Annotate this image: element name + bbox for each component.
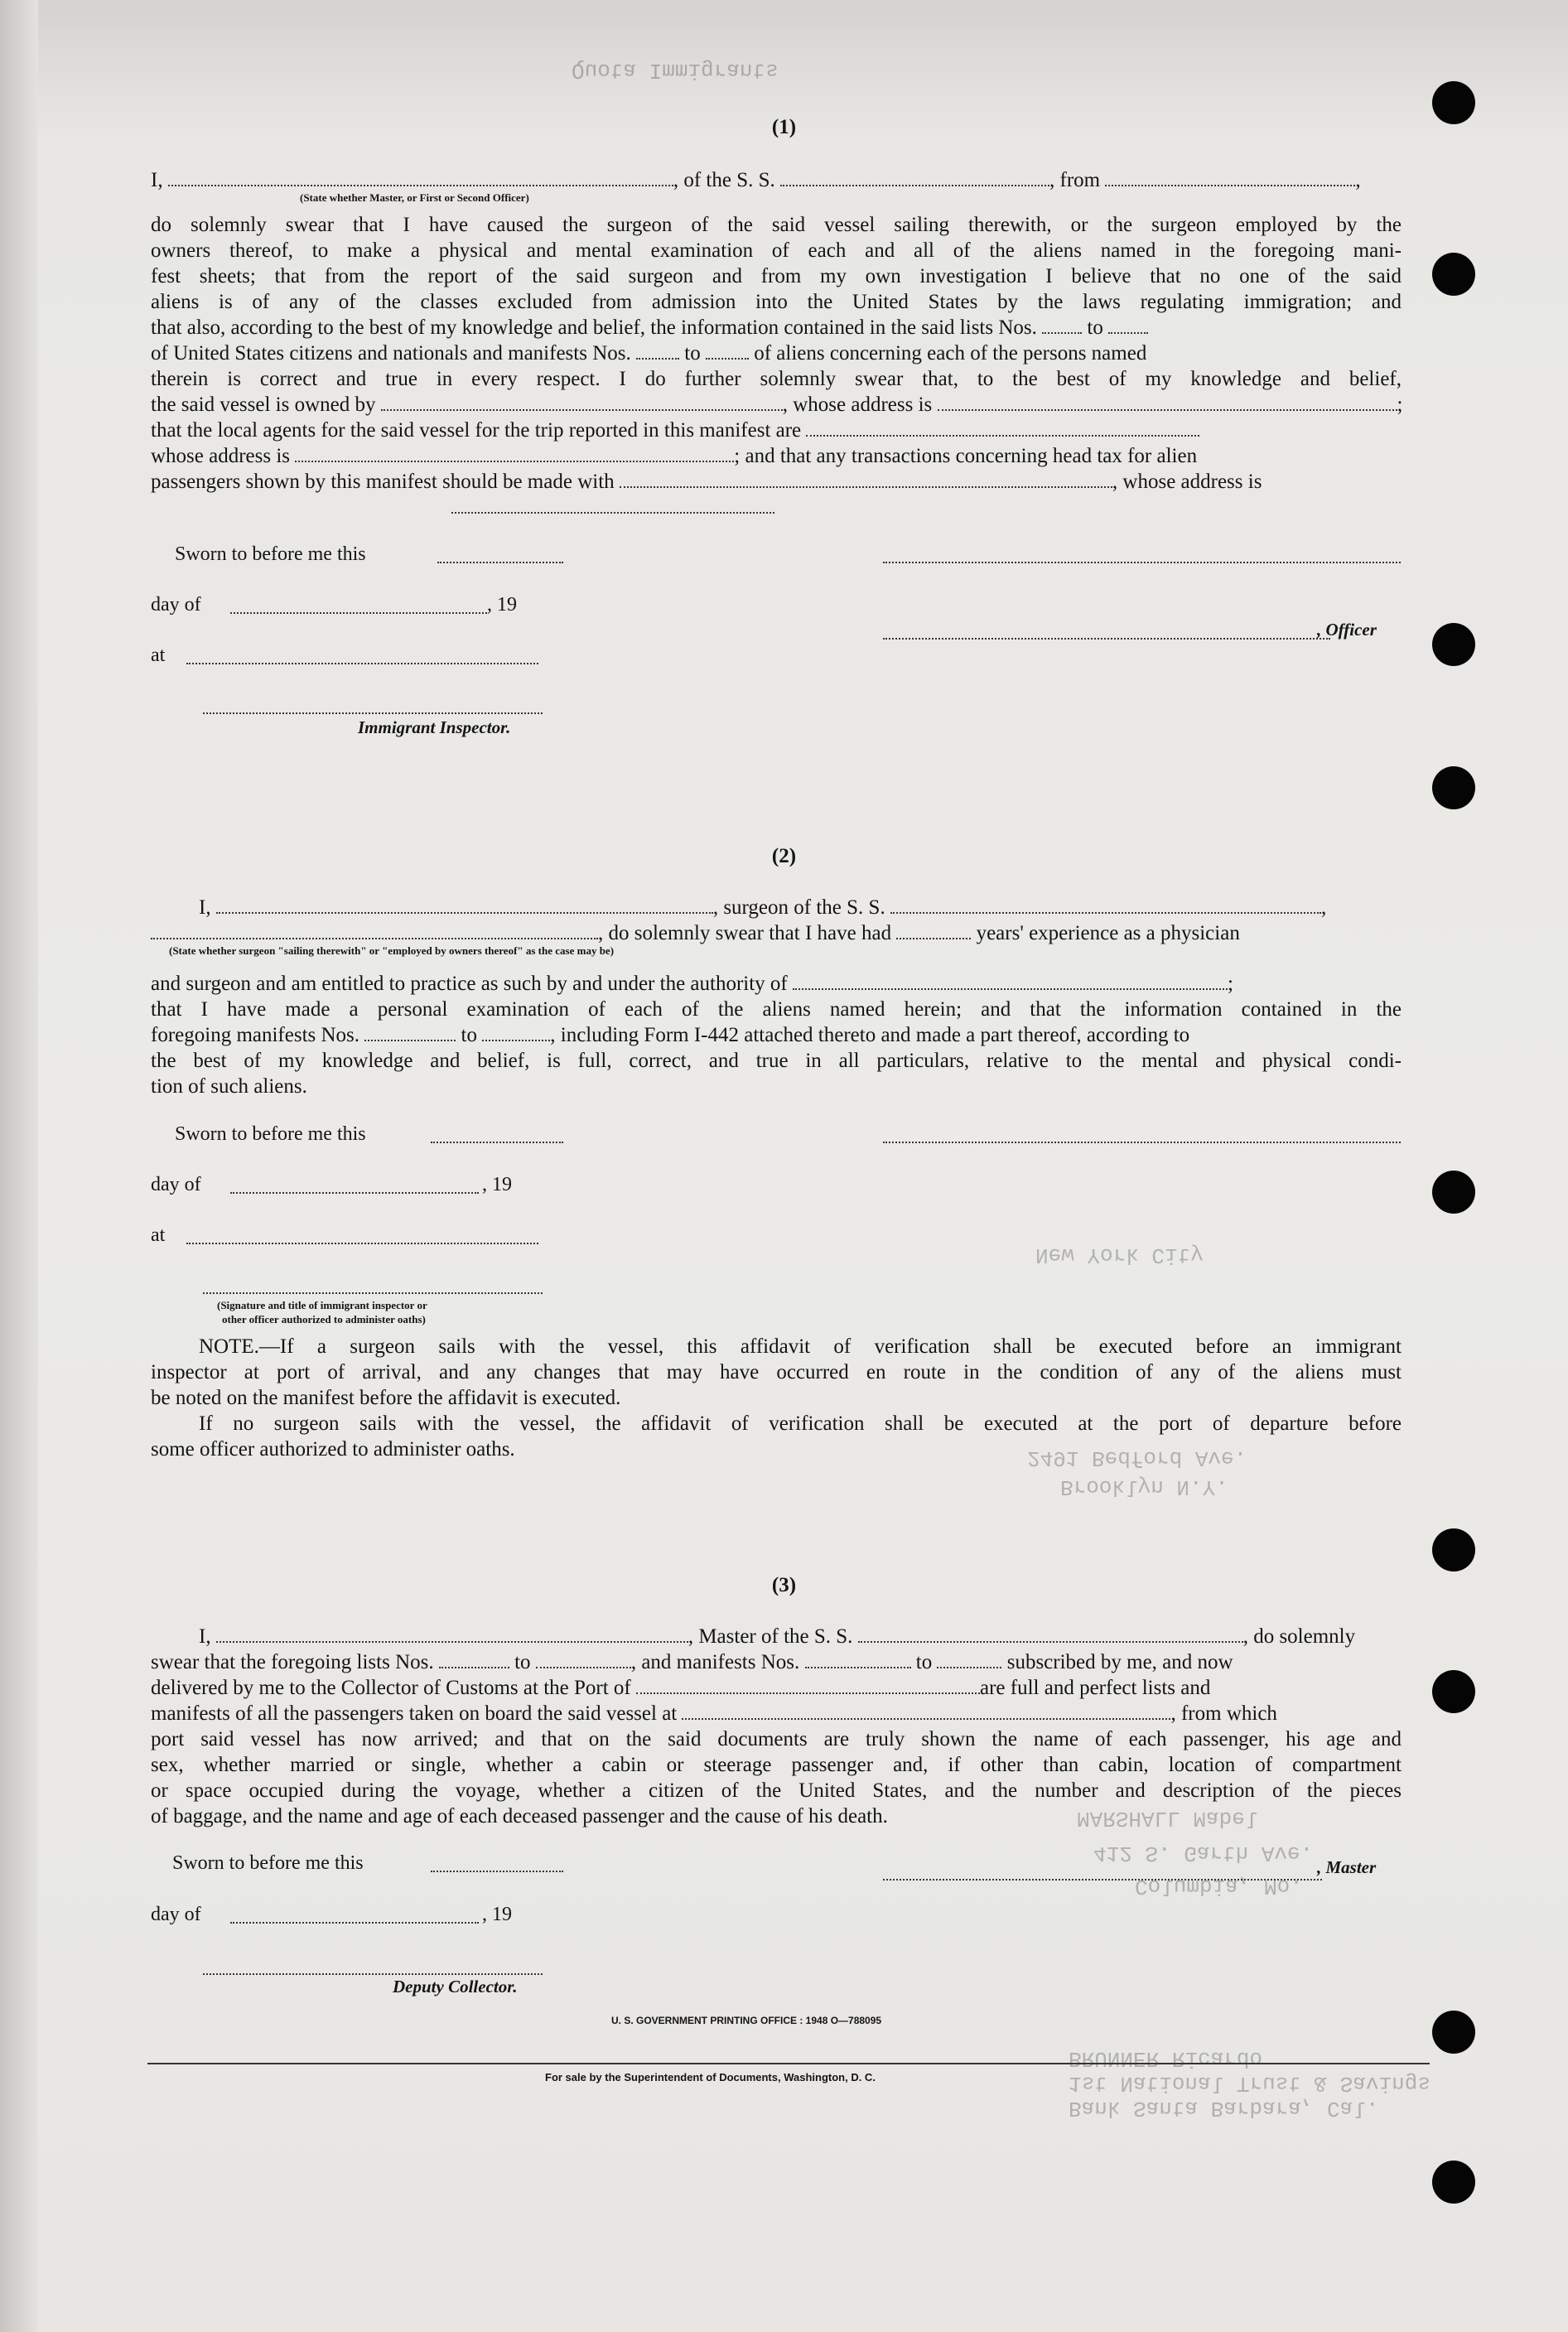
paragraph-line: that the local agents for the said vessel for the trip reported in this manifest are — [151, 418, 1402, 443]
punch-hole — [1432, 1670, 1475, 1713]
paragraph-line: the best of my knowledge and belief, is full, correct, and true in all particulars, relative to the mental and physical condi- — [151, 1050, 1402, 1072]
punch-hole — [1432, 1171, 1475, 1214]
place-field[interactable] — [186, 1243, 538, 1244]
bleed-through-text: 412 S. Garth Ave. — [1093, 1841, 1314, 1866]
surgeon-oath-line: I, , surgeon of the S. S. , — [199, 896, 1327, 919]
bleed-through-text: Bank Santa Barbara, Cal. — [1069, 2096, 1379, 2121]
officer-label: , Officer — [1317, 620, 1377, 640]
sworn-label: Sworn to before me this — [172, 1852, 364, 1874]
month-field[interactable] — [230, 1192, 479, 1194]
paragraph-line: of baggage, and the name and age of each deceased passenger and the cause of his death. — [151, 1805, 888, 1827]
punch-hole — [1432, 2011, 1475, 2054]
printing-office-line: U. S. GOVERNMENT PRINTING OFFICE : 1948 O—788095 — [611, 2015, 882, 2026]
bleed-through-text: 1st National Trust & Savings — [1069, 2071, 1430, 2096]
owner-field[interactable] — [381, 394, 783, 411]
year-label: , 19 — [482, 1904, 512, 1925]
officer-title-line[interactable] — [883, 638, 1330, 640]
master-name-field[interactable] — [216, 1626, 688, 1643]
punch-hole — [1432, 1528, 1475, 1572]
paragraph-line: the said vessel is owned by , whose address is ; — [151, 393, 1403, 416]
manifests-to-field[interactable] — [937, 1652, 1001, 1668]
punch-hole — [1432, 253, 1475, 296]
note-line: inspector at port of arrival, and any changes that may have occurred en route in the condition of any of the aliens must — [151, 1361, 1402, 1383]
sworn-date-field[interactable] — [431, 1871, 563, 1872]
master-signature-line[interactable] — [883, 1879, 1322, 1881]
officer-signature-line[interactable] — [883, 562, 1401, 563]
section-number: (2) — [771, 845, 797, 867]
master-oath-line: I, , Master of the S. S. , do solemnly — [199, 1625, 1356, 1648]
note-line: If no surgeon sails with the vessel, the affidavit of verification shall be executed at the port of departure before — [199, 1412, 1402, 1435]
manifest-no-from-field[interactable] — [636, 343, 679, 360]
punch-hole — [1432, 2161, 1475, 2204]
paragraph-line: therein is correct and true in every respect. I do further solemnly swear that, to the best of my knowledge and belief, — [151, 368, 1402, 390]
official-signature-line[interactable] — [203, 1292, 543, 1294]
note-line: be noted on the manifest before the affidavit is executed. — [151, 1387, 621, 1409]
inspector-signature-line[interactable] — [203, 712, 543, 714]
master-label: , Master — [1317, 1857, 1377, 1877]
punch-hole — [1432, 623, 1475, 666]
punch-hole — [1432, 766, 1475, 809]
section-number: (1) — [771, 116, 797, 138]
sworn-label: Sworn to before me this — [175, 1123, 366, 1145]
at-label: at — [151, 1224, 166, 1246]
paragraph-line: sex, whether married or single, whether a cabin or steerage passenger and, if other than cabin, location of compartment — [151, 1754, 1402, 1776]
from-port-field[interactable] — [1105, 170, 1355, 186]
master-oath-line: swear that the foregoing lists Nos. to , and manifests Nos. to subscribed by me, and now — [151, 1651, 1233, 1673]
bleed-through-text: BRUNNER Ricardo — [1069, 2046, 1263, 2071]
surgeon-oath-line: , do solemnly swear that I have had years' experience as a physician — [151, 920, 1402, 946]
surgeon-caption: (State whether surgeon "sailing therewith" or "employed by owners thereof" as the case may be) — [169, 944, 615, 957]
surgeon-signature-line[interactable] — [883, 1142, 1401, 1143]
oath-line-officer: I, , of the S. S. , from , — [151, 169, 1361, 191]
port-field[interactable] — [636, 1678, 980, 1694]
note-line: NOTE.—If a surgeon sails with the vessel, this affidavit of verification shall be executed before an immigrant — [199, 1335, 1402, 1358]
bleed-through-text: MARSHALL Mabel — [1077, 1806, 1258, 1831]
bleed-through-text: Columbia, Mo. — [1135, 1874, 1303, 1899]
paragraph-line: whose address is ; and that any transactions concerning head tax for alien — [151, 445, 1198, 467]
manifest-from-field[interactable] — [364, 1025, 456, 1041]
list-no-from-field[interactable] — [1042, 317, 1082, 334]
day-of-label: day of — [151, 1174, 201, 1195]
years-experience-field[interactable] — [896, 923, 971, 939]
month-field[interactable] — [230, 1922, 479, 1924]
surgeon-vessel-field[interactable] — [890, 897, 1321, 914]
sworn-label: Sworn to before me this — [175, 543, 366, 565]
address-continuation-line[interactable] — [451, 512, 774, 514]
sworn-date-field[interactable] — [437, 562, 563, 563]
paragraph-line: passengers shown by this manifest should be made with , whose address is — [151, 471, 1262, 493]
paragraph-line: that I have made a personal examination of each of the aliens named herein; and that the information contained in the — [151, 998, 1402, 1021]
paragraph-line: of United States citizens and nationals and manifests Nos. to of aliens concerning each of the persons named — [151, 342, 1147, 365]
surgeon-status-field[interactable] — [151, 923, 598, 939]
day-of-label: day of — [151, 594, 201, 616]
lists-from-field[interactable] — [439, 1652, 509, 1668]
lists-to-field[interactable] — [536, 1652, 631, 1668]
manifest-no-to-field[interactable] — [706, 343, 749, 360]
inspector-label: Immigrant Inspector. — [358, 717, 511, 737]
master-oath-line: manifests of all the passengers taken on board the said vessel at , from which — [151, 1702, 1277, 1725]
authority-field[interactable] — [793, 973, 1228, 990]
officer-caption: (State whether Master, or First or Second Officer) — [300, 191, 529, 204]
master-oath-line: delivered by me to the Collector of Customs at the Port of are full and perfect lists and — [151, 1677, 1211, 1699]
month-field[interactable] — [230, 612, 487, 614]
bleed-through-text: Brooklyn N.Y. — [1060, 1475, 1228, 1499]
paragraph-line: tion of such aliens. — [151, 1075, 307, 1098]
footer-divider — [147, 2063, 1430, 2064]
year-label: , 19 — [487, 594, 517, 616]
paragraph-line: foregoing manifests Nos. to , including Form I-442 attached thereto and made a part thereof, according to — [151, 1024, 1190, 1046]
paragraph-line: and surgeon and am entitled to practice as such by and under the authority of ; — [151, 973, 1233, 995]
departure-port-field[interactable] — [682, 1703, 1170, 1720]
bleed-through-text: New York City — [1035, 1243, 1204, 1267]
paragraph-line: aliens is of any of the classes excluded from admission into the United States by the laws regulating immigration; and — [151, 291, 1402, 313]
place-field[interactable] — [186, 663, 538, 664]
owner-address-field[interactable] — [938, 394, 1397, 411]
vessel-name-field[interactable] — [780, 170, 1049, 186]
note-line: some officer authorized to administer oaths. — [151, 1438, 515, 1461]
signature-caption: other officer authorized to administer oaths) — [222, 1313, 426, 1325]
agent-address-field[interactable] — [295, 446, 734, 462]
signature-caption: (Signature and title of immigrant inspector or — [217, 1299, 427, 1311]
day-of-label: day of — [151, 1904, 201, 1925]
page-edge-shadow — [0, 0, 38, 2332]
manifest-to-field[interactable] — [482, 1025, 550, 1041]
for-sale-line: For sale by the Superintendent of Documents, Washington, D. C. — [545, 2071, 876, 2083]
year-label: , 19 — [482, 1174, 512, 1195]
bleed-through-text: 2491 Bedford Ave. — [1027, 1446, 1247, 1470]
surgeon-name-field[interactable] — [216, 897, 713, 914]
head-tax-party-field[interactable] — [620, 471, 1112, 488]
local-agents-field[interactable] — [806, 420, 1199, 437]
list-no-to-field[interactable] — [1108, 317, 1148, 334]
paragraph-line: that also, according to the best of my knowledge and belief, the information contained in the said lists Nos. to — [151, 315, 1402, 340]
paragraph-line: fest sheets; that from the report of the said surgeon and from my own investigation I believe that no one of the said — [151, 265, 1402, 287]
paragraph-line: owners thereof, to make a physical and mental examination of each and all of the aliens named in the foregoing mani- — [151, 239, 1402, 262]
master-vessel-field[interactable] — [858, 1626, 1243, 1643]
paragraph-line: port said vessel has now arrived; and that on the said documents are truly shown the name of each passenger, his age and — [151, 1728, 1402, 1750]
bleed-through-text: Quota Immigrants — [572, 58, 779, 83]
paragraph-line: do solemnly swear that I have caused the surgeon of the said vessel sailing therewith, or the surgeon employed by the — [151, 214, 1402, 236]
officer-name-field[interactable] — [168, 170, 673, 186]
collector-signature-line[interactable] — [203, 1973, 543, 1975]
at-label: at — [151, 645, 166, 666]
collector-label: Deputy Collector. — [393, 1977, 518, 1996]
section-number: (3) — [771, 1574, 797, 1596]
sworn-date-field[interactable] — [431, 1142, 563, 1143]
manifests-from-field[interactable] — [805, 1652, 911, 1668]
paragraph-line: or space occupied during the voyage, whether a citizen of the United States, and the number and description of the pieces — [151, 1779, 1402, 1802]
